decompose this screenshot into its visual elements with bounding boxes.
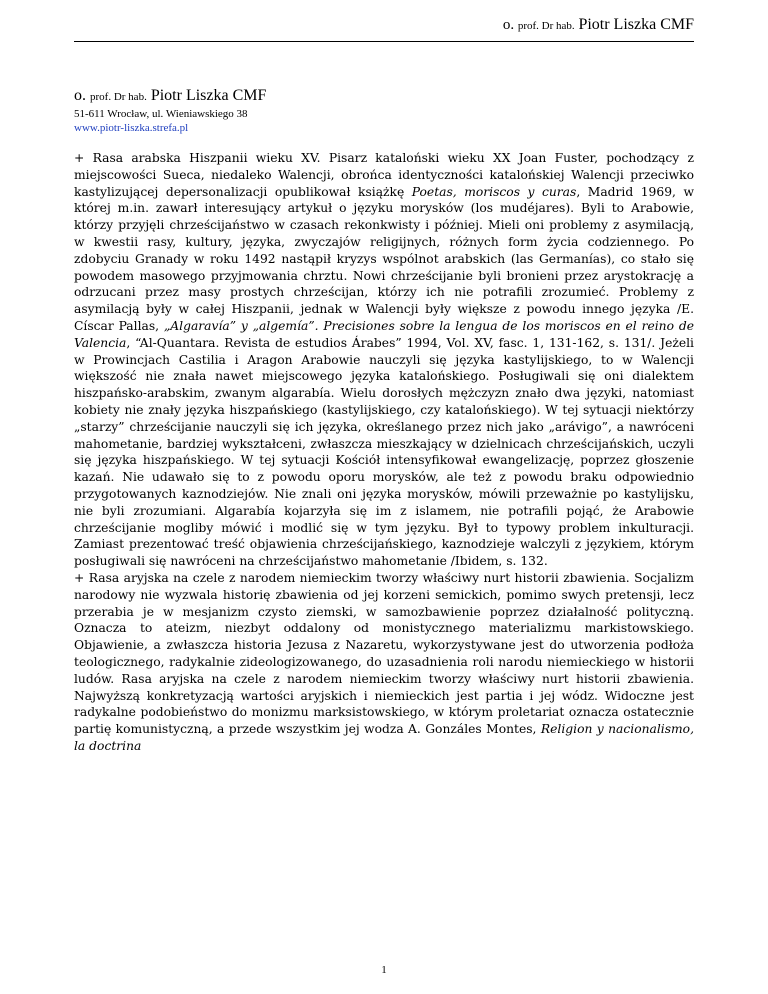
paragraph-arab-race: [74, 150, 694, 570]
author-website-link[interactable]: www.piotr-liszka.strefa.pl: [74, 122, 189, 134]
author-name: Piotr Liszka CMF: [150, 87, 267, 104]
header-rule: [74, 41, 694, 42]
author-prefix: o.: [74, 87, 86, 104]
body-text: [74, 150, 694, 755]
header-title: prof. Dr hab.: [517, 20, 575, 32]
text-run: , Madrid 1969, w której m.in. zawarł interesujący artykuł o języku morysków (los mudéjares). Byli to Arabowie, którzy przyjęli chrześcijaństwo w czasach rekonkwisty i później. Mieli oni problemy z asymilacją, w kwestii rasy, kultury, języka, zwyczajów religijnych, różnych form życia codziennego. Po zdobyciu Granady w roku 1492 nastąpił kryzys wspólnot arabskich (las Germanías), co stało się powodem masowego przyjmowania chrztu. Nowi chrześcijanie byli bronieni przez arystokrację a odrzucani przez masy prostych chrześcijan, którzy ich nie potrafili zrozumieć. Problemy z asymilacją były w całej Hiszpanii, jednak w Walencji były większe z powodu innego języka /E. Císcar Pallas,: [74, 184, 694, 333]
article-title: „Algaravía” y „algemía”. Precisiones sobre la lengua de los moriscos en el reino de Valencia: [74, 318, 694, 350]
header-name: Piotr Liszka CMF: [578, 16, 694, 33]
author-block: [74, 86, 266, 135]
text-run: + Rasa arabska Hiszpanii wieku XV. Pisarz kataloński wieku XX Joan Fuster, pochodzący z miejscowości Sueca, niedaleko Walencji, obrońca identyczności katalońskiej Walencji przeciwko kastylizującej depersonalizacji opublikował książkę: [74, 151, 694, 199]
author-address: 51-611 Wrocław, ul. Wieniawskiego 38: [74, 108, 248, 120]
text-run: , “Al-Quantara. Revista de estudios Árabes” 1994, Vol. XV, fasc. 1, 131-162, s. 131/. Jeżeli w Prowincjach Castilia i Aragon Arabowie nauczyli się języka kastylijskiego, to w Walencji większość nie znała nawet miejscowego języka katalońskiego. Posługiwali się oni dialektem hiszpańsko-arabskim, zwanym algarabía. Wielu dorosłych mężczyzn znało dwa języki, natomiast kobiety nie znały języka hiszpańskiego (kastylijskiego, czy katalońskiego). W tej sytuacji niektórzy „starzy” chrześcijanie nauczyli się ich języka, określanego przez nich jako „arávigo”, a nawróceni mahometanie, bardziej wykształceni, zwłaszcza mieszkający w dzielnicach chrześcijańskich, uczyli się języka hiszpańskiego. W tej sytuacji Kościół intensyfikował ewangelizację, poprzez głoszenie kazań. Nie udawało się to z powodu oporu morysków, ale też z powodu braku odpowiednio przygotowanych kaznodziejów. Nie znali oni języka morysków, mówili przeważnie po kastylijsku, nie byli zrozumiani. Algarabía kojarzyła się im z islamem, nie potrafili pojąć, że Arabowie chrześcijanie mogliby mówić i modlić się w tym języku. Był to typowy problem inkulturacji. Zamiast prezentować treść objawienia chrześcijańskiego, kaznodzieje walczyli z językiem, którym posługiwali się nawróceni na chrześcijaństwo mahometanie /Ibidem, s. 132.: [74, 335, 694, 569]
book-title: Poetas, moriscos y curas: [411, 184, 577, 199]
page-number: 1: [381, 964, 387, 976]
paragraph-aryan-race: [74, 570, 694, 755]
running-header: [503, 16, 694, 34]
author-title: prof. Dr hab.: [90, 91, 147, 103]
text-run: + Rasa aryjska na czele z narodem niemieckim tworzy właściwy nurt historii zbawienia. Socjalizm narodowy nie wyzwala historię zbawienia od jej korzeni semickich, pomimo swych pretensji, lecz przerabia je w mesjanizm czysto ziemski, w samozbawienie poprzez działalność polityczną. Oznacza to ateizm, niezbyt oddalony od monistycznego materializmu markistowskiego. Objawienie, a zwłaszcza historia Jezusa z Nazaretu, wykorzystywane jest do utworzenia podłoża teologicznego, radykalnie zideologizowanego, do uzasadnienia roli narodu niemieckiego w historii ludów. Rasa aryjska na czele z narodem niemieckim tworzy właściwy nurt historii zbawienia. Najwyższą konkretyzacją wartości aryjskich i niemieckich jest partia i jej wódz. Widoczne jest radykalne podobieństwo do monizmu marksistowskiego, w którym proletariat oznacza ostatecznie partię komunistyczną, a przede wszystkim jej wodza A. Gonzáles Montes,: [74, 570, 694, 737]
book-title: Religion y nacionalismo, la doctrina: [74, 722, 694, 753]
header-prefix: o.: [502, 17, 515, 33]
author-line: [74, 86, 266, 107]
